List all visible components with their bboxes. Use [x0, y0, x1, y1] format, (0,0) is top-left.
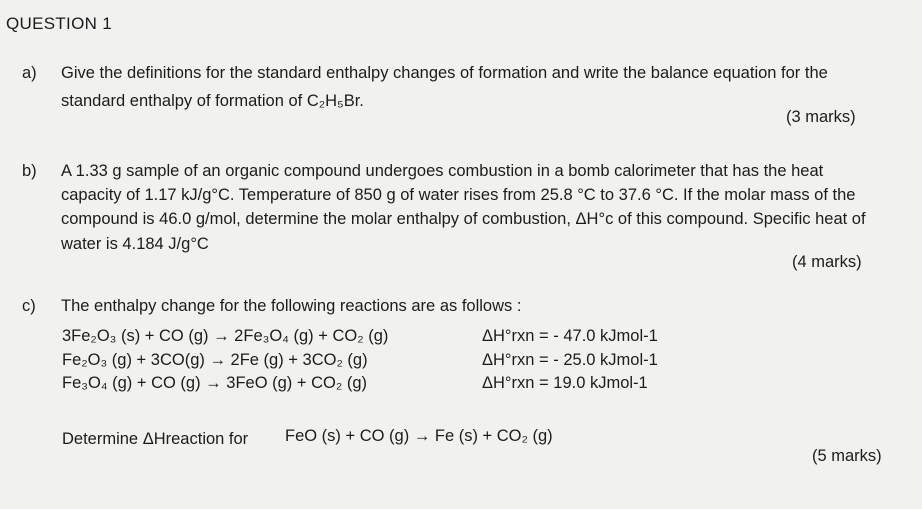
- part-c-label: c): [22, 297, 36, 315]
- reaction-2-enthalpy: ΔH°rxn = - 25.0 kJmol-1: [482, 351, 658, 369]
- part-b-line-4: water is 4.184 J/g°C: [61, 235, 209, 253]
- reaction-1-equation: 3Fe₂O₃ (s) + CO (g) → 2Fe₃O₄ (g) + CO₂ (g): [62, 327, 389, 345]
- question-heading: QUESTION 1: [6, 14, 112, 33]
- part-a-line-1: Give the definitions for the standard enthalpy changes of formation and write the balance equation for the: [61, 64, 828, 82]
- part-c-intro: The enthalpy change for the following reactions are as follows :: [61, 297, 522, 315]
- part-b-line-1: A 1.33 g sample of an organic compound undergoes combustion in a bomb calorimeter that has the heat: [61, 162, 824, 180]
- part-a-label: a): [22, 64, 37, 82]
- reaction-1-enthalpy: ΔH°rxn = - 47.0 kJmol-1: [482, 327, 658, 345]
- reaction-3-enthalpy: ΔH°rxn = 19.0 kJmol-1: [482, 374, 648, 392]
- determine-prefix: Determine ΔHreaction for: [62, 430, 249, 448]
- part-a-line-2: standard enthalpy of formation of C₂H₅Br.: [61, 92, 364, 110]
- part-b-line-3: compound is 46.0 g/mol, determine the molar enthalpy of combustion, ΔH°c of this compound. Specific heat of: [61, 210, 866, 228]
- determine-equation: FeO (s) + CO (g) → Fe (s) + CO₂ (g): [285, 427, 553, 445]
- part-b-label: b): [22, 162, 37, 180]
- part-b-line-2: capacity of 1.17 kJ/g°C. Temperature of 850 g of water rises from 25.8 °C to 37.6 °C. If the molar mass of the: [61, 186, 856, 204]
- part-b-marks: (4 marks): [792, 253, 862, 271]
- part-a-marks: (3 marks): [786, 108, 856, 126]
- reaction-2-equation: Fe₂O₃ (g) + 3CO(g) → 2Fe (g) + 3CO₂ (g): [62, 351, 368, 369]
- part-c-marks: (5 marks): [812, 447, 882, 465]
- reaction-3-equation: Fe₃O₄ (g) + CO (g) → 3FeO (g) + CO₂ (g): [62, 374, 367, 392]
